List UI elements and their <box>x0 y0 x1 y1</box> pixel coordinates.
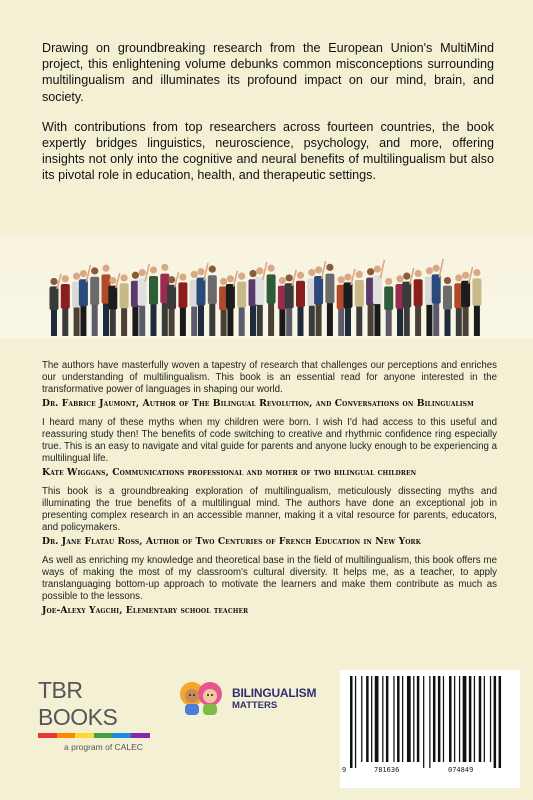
barcode-bar <box>474 676 475 762</box>
partner-name-line2: MATTERS <box>232 700 278 711</box>
person-silhouette <box>108 273 120 336</box>
barcode-bar <box>494 676 497 768</box>
person-silhouette <box>237 273 246 336</box>
barcode-bar <box>484 676 485 762</box>
publisher-color-stripe <box>94 733 113 738</box>
person-silhouette <box>296 272 305 336</box>
person-silhouette <box>355 271 364 336</box>
review-attribution: Joe-Alexy Yagchi, Elementary school teacher <box>42 604 249 616</box>
barcode-bar <box>429 676 430 768</box>
person-silhouette <box>285 270 297 336</box>
review <box>42 486 497 548</box>
barcode-bar <box>386 676 389 762</box>
person-silhouette <box>402 268 414 336</box>
barcode-bar <box>350 676 353 768</box>
barcode-bar <box>366 676 369 762</box>
barcode-bar <box>393 676 394 762</box>
barcode-bar <box>459 676 460 762</box>
person-silhouette <box>414 270 423 336</box>
barcode-bar <box>490 676 491 762</box>
barcode-bar <box>469 676 472 762</box>
barcode-bars <box>340 670 520 788</box>
publisher-tagline: a program of CALEC <box>64 742 143 752</box>
person-silhouette <box>443 277 452 336</box>
publisher-color-stripe <box>131 733 150 738</box>
barcode-bar <box>438 676 441 762</box>
barcode-bar <box>361 676 362 762</box>
intro-paragraph: With contributions from top researchers across fourteen countries, the book expertly bridges linguistics, neuroscience, psychology, and more, offering insights not only into the cognitive and neural benefits of multilingualism but also its pivotal role in education, health, and therapeutic settings. <box>42 119 494 183</box>
reviews-section <box>42 360 497 624</box>
review-attribution: Kate Wiggans, Communications professional and mother of two bilingual children <box>42 466 417 478</box>
barcode-bar <box>397 676 400 762</box>
partner-logo <box>176 677 336 717</box>
person-silhouette <box>373 260 385 336</box>
person-silhouette <box>384 278 393 336</box>
publisher-color-stripe <box>75 733 94 738</box>
person-silhouette <box>325 264 334 336</box>
barcode-bar <box>355 676 356 768</box>
review <box>42 555 497 617</box>
barcode-bar <box>433 676 436 762</box>
barcode-bar <box>499 676 502 768</box>
review-quote: I heard many of these myths when my children were born. I wish I'd had access to this useful and reassuring study then! The benefits of code switching to creative and rhythmic confidence ring especially true. This is an easy to navigate and vital guide for parents and anyone lucky enough to be experiencing a multilingual life. <box>42 416 497 465</box>
person-silhouette <box>197 263 209 336</box>
barcode-digits-left: 781636 <box>374 766 400 774</box>
barcode-bar <box>423 676 424 768</box>
person-silhouette <box>79 265 91 336</box>
person-silhouette <box>61 275 70 336</box>
person-silhouette <box>314 261 326 336</box>
publisher-color-stripe <box>38 733 57 738</box>
barcode-bar <box>417 676 420 762</box>
person-silhouette <box>344 269 356 336</box>
barcode-bar <box>402 676 403 762</box>
person-silhouette <box>226 271 238 336</box>
review-quote: The authors have masterfully woven a tapestry of research that challenges our perceptions and enriches our understanding of multilingualism. This book is an essential read for anyone interested in the transformative power of languages in shaping our world. <box>42 360 497 396</box>
person-silhouette <box>138 264 150 336</box>
publisher-color-stripe <box>57 733 76 738</box>
barcode-bar <box>454 676 455 762</box>
person-silhouette <box>432 259 444 336</box>
person-silhouette <box>90 267 99 336</box>
person-silhouette <box>255 262 266 336</box>
barcode-bar <box>382 676 383 762</box>
isbn-barcode <box>340 670 520 788</box>
person-silhouette <box>267 265 276 336</box>
publisher-name: TBR BOOKS <box>38 677 118 730</box>
publisher-color-bar <box>38 733 150 738</box>
person-silhouette <box>472 269 481 336</box>
partner-name-line1: BILINGUALISM <box>232 686 317 700</box>
review <box>42 360 497 410</box>
barcode-bar <box>407 676 411 762</box>
children-faces-icon <box>176 677 230 717</box>
intro-paragraph: Drawing on groundbreaking research from the European Union's MultiMind project, this enlightening volume debunks common misconceptions surrounding multilingualism and illuminates its profound impact on our mind, brain, and society. <box>42 41 494 104</box>
barcode-bar <box>413 676 414 762</box>
barcode-bar <box>463 676 467 762</box>
person-silhouette <box>167 272 179 336</box>
person-silhouette <box>208 266 217 336</box>
intro-text <box>42 40 494 198</box>
back-cover-footer <box>0 665 533 800</box>
person-silhouette <box>50 274 62 336</box>
barcode-bar <box>371 676 372 762</box>
review-quote: This book is a groundbreaking exploration of multilingualism, meticulously dissecting myths and illuminating the true benefits of a multilingual mind. The authors have done an exceptional job in presenting complex research in an accessible manner, making it a vital resource for parents, educators, and policymakers. <box>42 485 497 534</box>
barcode-digits-right: 074849 <box>448 766 474 774</box>
barcode-digit-first: 9 <box>342 766 347 774</box>
person-silhouette <box>461 267 473 336</box>
barcode-bar <box>443 676 444 762</box>
review <box>42 417 497 479</box>
person-silhouette <box>120 274 129 336</box>
person-silhouette <box>178 273 187 336</box>
barcode-bar <box>375 676 379 762</box>
group-photo <box>48 244 488 336</box>
person-silhouette <box>149 266 158 336</box>
review-attribution: Dr. Fabrice Jaumont, Author of The Bilingual Revolution, and Conversations on Bilingualism <box>42 397 474 409</box>
publisher-logo <box>38 677 158 752</box>
review-attribution: Dr. Jane Flatau Ross, Author of Two Centuries of French Education in New York <box>42 535 421 547</box>
publisher-color-stripe <box>113 733 132 738</box>
review-quote: As well as enriching my knowledge and theoretical base in the field of multilingualism, this book offers me ways of making the most of my classroom's cultural diversity. It helps me, as a teacher, to apply translanguaging bottom-up approach to motivate the learners and make them contribute as much as possible to the lessons. <box>42 554 497 603</box>
barcode-bar <box>479 676 482 762</box>
barcode-bar <box>449 676 452 762</box>
